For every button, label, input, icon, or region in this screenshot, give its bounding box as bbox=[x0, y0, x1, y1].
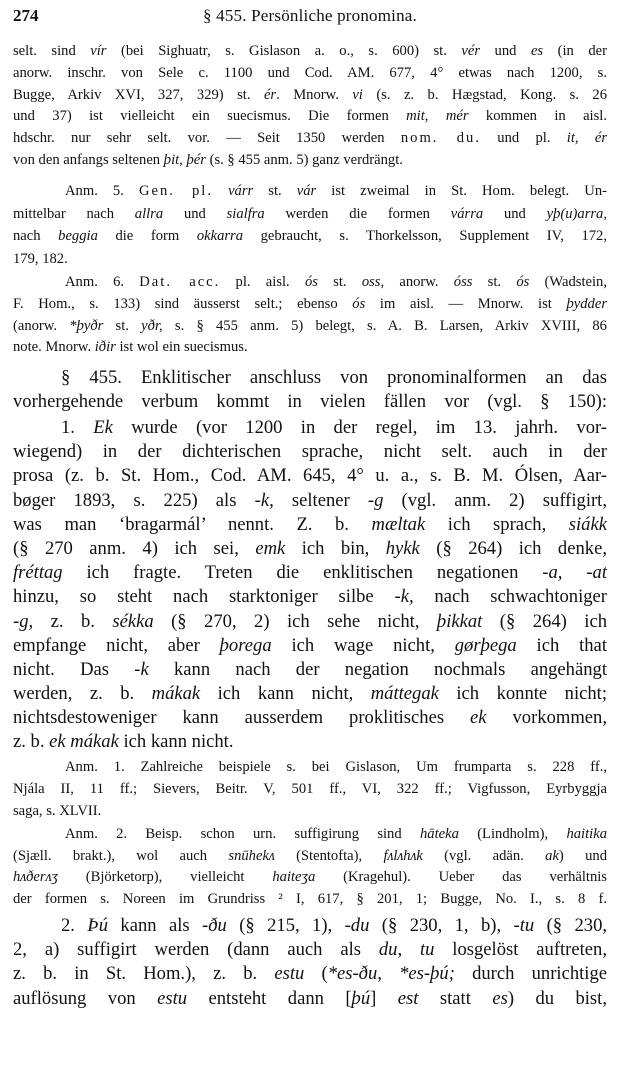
text-run: (Stentofta), bbox=[274, 847, 384, 864]
text-line bbox=[13, 779, 607, 801]
italic-form: est bbox=[397, 987, 419, 1009]
text-run: § 455. Enklitischer anschluss von pronominalformen an das bbox=[61, 367, 607, 388]
italic-form: máttegak bbox=[370, 683, 439, 705]
text-run: st. bbox=[317, 274, 362, 290]
text-line bbox=[13, 416, 607, 440]
text-run: st. bbox=[103, 317, 142, 334]
text-run: nicht. Das bbox=[13, 658, 135, 680]
text-run: ich sprach, bbox=[425, 513, 569, 535]
text-run: und 37) ist vielleicht ein suecismus. Die formen bbox=[13, 108, 407, 125]
text-run: hinzu, so steht nach starktoniger silbe bbox=[13, 586, 395, 608]
italic-form: ek bbox=[470, 707, 487, 729]
italic-form: fréttag bbox=[13, 562, 63, 584]
italic-form: oss, bbox=[361, 274, 385, 290]
text-run: (§ 230, bbox=[534, 915, 608, 936]
italic-form: -tu bbox=[513, 915, 535, 936]
text-run: im aisl. — Mnorw. ist bbox=[365, 295, 567, 312]
text-run: und bbox=[483, 205, 547, 222]
text-run: (anorw. bbox=[13, 317, 70, 334]
text-run: hdschr. nur sehr selt. vor. — Seit 1350 werden bbox=[13, 130, 401, 147]
text-line bbox=[13, 41, 607, 63]
text-run: (Lindholm), bbox=[458, 826, 567, 842]
text-run: prosa (z. b. St. Hom., Cod. AM. 645, 4° u. a., s. B. M. Ólsen, Aar- bbox=[13, 465, 607, 487]
text-run: kann nach der negation nochmals angehängt bbox=[148, 658, 607, 680]
italic-form: þorega bbox=[219, 634, 272, 656]
text-line bbox=[13, 585, 607, 609]
text-line bbox=[13, 537, 607, 561]
text-run: ist zweimal in St. Hom. belegt. Un- bbox=[316, 183, 607, 199]
italic-form: vár bbox=[296, 183, 317, 199]
note-anm-5 bbox=[13, 180, 607, 270]
text-line bbox=[13, 316, 607, 338]
text-line bbox=[13, 366, 607, 390]
text-line bbox=[13, 440, 607, 464]
text-run: (§ 270 anm. 4) ich sei, bbox=[13, 537, 256, 559]
text-run: Anm. 6. bbox=[65, 274, 140, 290]
text-run: nach bbox=[13, 228, 59, 245]
text-line bbox=[13, 150, 607, 172]
text-run: empfange nicht, aber bbox=[13, 634, 220, 656]
text-run: s. § 455 anm. 5) belegt, s. A. B. Larsen, Arkiv XVIII, 86 bbox=[162, 317, 607, 334]
italic-form: okkarra bbox=[196, 228, 244, 245]
text-line bbox=[13, 489, 607, 513]
note-anm-6 bbox=[13, 272, 607, 359]
text-run: gebraucht, s. Thorkelsson, Supplement IV, 172, bbox=[243, 228, 608, 245]
text-run: anorw. bbox=[384, 274, 454, 290]
italic-form: emk bbox=[255, 537, 286, 559]
italic-form: -g bbox=[367, 489, 384, 511]
text-run: auflösung von bbox=[13, 987, 158, 1009]
text-run: werden die formen bbox=[264, 205, 451, 222]
text-run: (§ 230, 1, b), bbox=[369, 915, 514, 936]
text-run: entsteht dann [ bbox=[187, 987, 352, 1009]
text-run: ich konnte nicht; bbox=[438, 683, 607, 705]
text-line bbox=[13, 106, 607, 128]
text-run: pl. aisl. bbox=[220, 274, 305, 290]
italic-form: es bbox=[492, 987, 508, 1009]
text-run: bøger 1893, s. 225) als bbox=[13, 489, 255, 511]
italic-form: várra bbox=[450, 205, 484, 222]
text-run: vorkommen, bbox=[486, 707, 607, 729]
text-run: ] bbox=[370, 987, 398, 1009]
paragraph-2-thu bbox=[13, 914, 607, 1011]
italic-form: *es-ðu, *es-þú; bbox=[327, 963, 455, 985]
text-run: ich kann nicht, bbox=[200, 683, 371, 705]
italic-form: beggia bbox=[58, 228, 98, 245]
text-run: (§ 264) ich bbox=[482, 610, 608, 632]
italic-form: siákk bbox=[568, 513, 607, 535]
italic-form: yðr, bbox=[141, 317, 163, 334]
italic-form: sékka bbox=[112, 610, 154, 632]
text-line bbox=[13, 561, 607, 585]
text-run: z. b. in St. Hom.), z. b. bbox=[13, 963, 275, 985]
text-line bbox=[13, 757, 607, 779]
italic-form: sialfra bbox=[226, 205, 265, 222]
text-line bbox=[13, 294, 607, 316]
text-run: (s. z. b. Hægstad, Kong. s. 26 bbox=[362, 86, 607, 103]
italic-form: hykk bbox=[385, 537, 420, 559]
text-run: (vgl. adän. bbox=[422, 847, 546, 864]
text-line bbox=[13, 513, 607, 537]
text-run: F. Hom., s. 133) sind äusserst selt.; ebenso bbox=[13, 295, 353, 312]
text-run: ) du bist, bbox=[507, 987, 607, 1009]
text-run: ich bin, bbox=[285, 537, 386, 559]
page-number: 274 bbox=[13, 6, 39, 25]
text-run: 1. bbox=[61, 417, 94, 438]
text-run: anorw. inschr. von Sele c. 1100 und Cod. AM. 677, 4° etwas nach 1200, s. bbox=[13, 64, 607, 81]
italic-form: þit, þér bbox=[163, 151, 206, 168]
text-run bbox=[213, 183, 228, 199]
text-run: z. b. bbox=[13, 731, 50, 753]
paragraph-continuation bbox=[13, 41, 607, 172]
italic-form: fᴧlᴧhᴧk bbox=[383, 847, 423, 864]
italic-form: snūhekᴧ bbox=[228, 847, 275, 864]
page-header bbox=[13, 6, 607, 30]
text-run: (s. § 455 anm. 5) ganz verdrängt. bbox=[205, 151, 403, 168]
text-line bbox=[13, 658, 607, 682]
text-run: z. b. bbox=[33, 610, 113, 632]
text-run: seltener bbox=[273, 489, 368, 511]
section-heading-455 bbox=[13, 366, 607, 414]
text-run: ich kann nicht. bbox=[118, 731, 234, 753]
text-line bbox=[13, 801, 607, 823]
italic-form: du, tu bbox=[378, 939, 435, 961]
text-run: Bugge, Arkiv XVI, 327, 329) st. bbox=[13, 86, 264, 103]
italic-form: -du bbox=[344, 915, 370, 936]
text-run: Njála II, 11 ff.; Sievers, Beitr. V, 501 ff., VI, 322 ff.; Vigfusson, Eyrbyggja bbox=[13, 780, 607, 797]
spaced-term: Dat. acc. bbox=[139, 274, 221, 290]
text-run: ) und bbox=[558, 847, 607, 864]
text-run: saga, s. XLVII. bbox=[13, 802, 102, 819]
text-run: (Wadstein, bbox=[529, 274, 607, 290]
text-line bbox=[13, 682, 607, 706]
text-run: selt. sind bbox=[13, 43, 91, 59]
text-run: kann als bbox=[108, 915, 203, 936]
italic-form: ós bbox=[352, 295, 366, 312]
note-anm-2 bbox=[13, 824, 607, 911]
text-line bbox=[13, 846, 607, 868]
italic-form: þú bbox=[351, 987, 371, 1009]
text-line bbox=[13, 128, 607, 150]
text-run: st. bbox=[472, 274, 517, 290]
italic-form: ak bbox=[545, 847, 559, 864]
text-run: (Björketorp), vielleicht bbox=[57, 869, 273, 886]
text-run: nichtsdestoweniger kann ausserdem proklitisches bbox=[13, 707, 471, 729]
text-line bbox=[13, 248, 607, 271]
italic-form: ós bbox=[516, 274, 530, 290]
text-run: losgelöst auftreten, bbox=[434, 939, 607, 961]
text-line bbox=[13, 272, 607, 294]
text-run: (Kragehul). Ueber das verhältnis bbox=[315, 869, 607, 886]
text-run: nach schwachtoniger bbox=[413, 586, 607, 608]
text-line bbox=[13, 634, 607, 658]
text-line bbox=[13, 203, 607, 226]
text-run: statt bbox=[418, 987, 493, 1009]
text-run: ( bbox=[304, 963, 328, 985]
text-run: 2. bbox=[61, 915, 88, 936]
text-run: Anm. 2. Beisp. schon urn. suffigirung sind bbox=[65, 826, 420, 842]
text-run: durch unrichtige bbox=[454, 963, 607, 985]
text-run: die form bbox=[97, 228, 197, 245]
italic-form: allra bbox=[134, 205, 164, 222]
text-line bbox=[13, 225, 607, 248]
italic-form: *þyðr bbox=[69, 317, 104, 334]
text-run: . Mnorw. bbox=[276, 86, 353, 103]
text-run: 179, 182. bbox=[13, 250, 68, 267]
text-line bbox=[13, 867, 607, 889]
text-run: wiegend) in der dichterischen sprache, nicht selt. auch in der bbox=[13, 441, 607, 463]
italic-form: ek mákak bbox=[49, 731, 119, 753]
italic-form: ér bbox=[263, 86, 277, 103]
text-line bbox=[13, 706, 607, 730]
text-run: (§ 215, 1), bbox=[226, 915, 345, 936]
text-line bbox=[13, 938, 607, 962]
italic-form: vi bbox=[352, 86, 363, 103]
italic-form: ós bbox=[304, 274, 318, 290]
italic-form: þydder bbox=[566, 295, 608, 312]
text-run: wurde (vor 1200 in der regel, im 13. jahrh. vor- bbox=[112, 417, 607, 438]
text-run: von den anfangs seltenen bbox=[13, 151, 164, 168]
text-run: (bei Sighuatr, s. Gislason a. o., s. 600) st. bbox=[106, 43, 462, 59]
spaced-term: nom. du. bbox=[400, 130, 481, 147]
italic-form: mæltak bbox=[371, 513, 426, 535]
text-line bbox=[13, 180, 607, 203]
text-run: kommen in aisl. bbox=[468, 108, 607, 125]
text-run: ich that bbox=[516, 634, 607, 656]
italic-form: estu bbox=[274, 963, 305, 985]
text-line bbox=[13, 889, 607, 911]
text-run: ich fragte. Treten die enklitischen negationen bbox=[62, 562, 543, 584]
text-run: vorhergehende verbum kommt in vielen fällen vor (vgl. § 150): bbox=[13, 391, 607, 413]
spaced-term: Gen. pl. bbox=[138, 183, 213, 199]
italic-form: þikkat bbox=[436, 610, 483, 632]
text-line bbox=[13, 63, 607, 85]
italic-form: -k bbox=[134, 658, 149, 680]
text-run: mittelbar nach bbox=[13, 205, 135, 222]
text-run: was man ‘bragarmál’ nennt. Z. b. bbox=[13, 513, 372, 535]
italic-form: haitika bbox=[566, 826, 607, 842]
italic-form: -g, bbox=[13, 610, 34, 632]
text-run: st. bbox=[253, 183, 297, 199]
text-run: 2, a) suffigirt werden (dann auch als bbox=[13, 939, 379, 961]
italic-form: Ek bbox=[93, 417, 113, 438]
text-line bbox=[13, 464, 607, 488]
italic-form: vír bbox=[90, 43, 107, 59]
text-run: Anm. 1. Zahlreiche beispiele s. bei Gislason, Um frumparta s. 228 ff., bbox=[65, 759, 607, 775]
italic-form: gørþega bbox=[454, 634, 517, 656]
text-line bbox=[13, 824, 607, 846]
text-run: und pl. bbox=[480, 130, 567, 147]
italic-form: -ðu bbox=[202, 915, 227, 936]
italic-form: hāteka bbox=[419, 826, 459, 842]
text-run: der formen s. Noreen im Grundriss ² I, 617, § 201, 1; Bugge, No. I., s. 8 f. bbox=[13, 891, 607, 908]
text-line bbox=[13, 337, 607, 359]
italic-form: iðir bbox=[94, 339, 116, 356]
paragraph-1-ek bbox=[13, 416, 607, 755]
text-run: werden, z. b. bbox=[13, 683, 152, 705]
italic-form: estu bbox=[157, 987, 188, 1009]
text-line bbox=[13, 390, 607, 414]
italic-form: it, ér bbox=[566, 130, 607, 147]
italic-form: hᴧðerᴧʒ bbox=[13, 869, 58, 886]
text-run: (§ 270, 2) ich sehe nicht, bbox=[153, 610, 437, 632]
italic-form: haiteʒa bbox=[272, 869, 316, 886]
text-run: ist wol ein suecismus. bbox=[115, 339, 248, 356]
text-run: (Sjæll. brakt.), wol auch bbox=[13, 847, 229, 864]
text-run: (§ 264) ich denke, bbox=[419, 537, 607, 559]
text-line bbox=[13, 914, 607, 938]
italic-form: várr bbox=[228, 183, 254, 199]
italic-form: vér bbox=[461, 43, 481, 59]
text-run: (vgl. anm. 2) suffigirt, bbox=[383, 489, 607, 511]
italic-form: mákak bbox=[151, 683, 201, 705]
italic-form: -k, bbox=[254, 489, 274, 511]
text-line bbox=[13, 962, 607, 986]
text-line bbox=[13, 85, 607, 107]
text-run: Anm. 5. bbox=[65, 183, 139, 199]
text-run: (in der bbox=[543, 43, 607, 59]
italic-form: -a, -at bbox=[542, 562, 607, 584]
note-anm-1 bbox=[13, 757, 607, 822]
text-run: ich wage nicht, bbox=[271, 634, 455, 656]
text-run: und bbox=[163, 205, 227, 222]
italic-form: es bbox=[530, 43, 544, 59]
italic-form: -k, bbox=[394, 586, 414, 608]
text-run: note. Mnorw. bbox=[13, 339, 95, 356]
italic-form: yþ(u)arra, bbox=[546, 205, 608, 222]
italic-form: mit, mér bbox=[406, 108, 469, 125]
text-line bbox=[13, 610, 607, 634]
italic-form: óss bbox=[453, 274, 473, 290]
running-head: § 455. Persönliche pronomina. bbox=[202, 6, 418, 25]
text-run: und bbox=[480, 43, 531, 59]
text-line bbox=[13, 730, 607, 754]
text-line bbox=[13, 987, 607, 1011]
italic-form: Þú bbox=[87, 915, 109, 936]
